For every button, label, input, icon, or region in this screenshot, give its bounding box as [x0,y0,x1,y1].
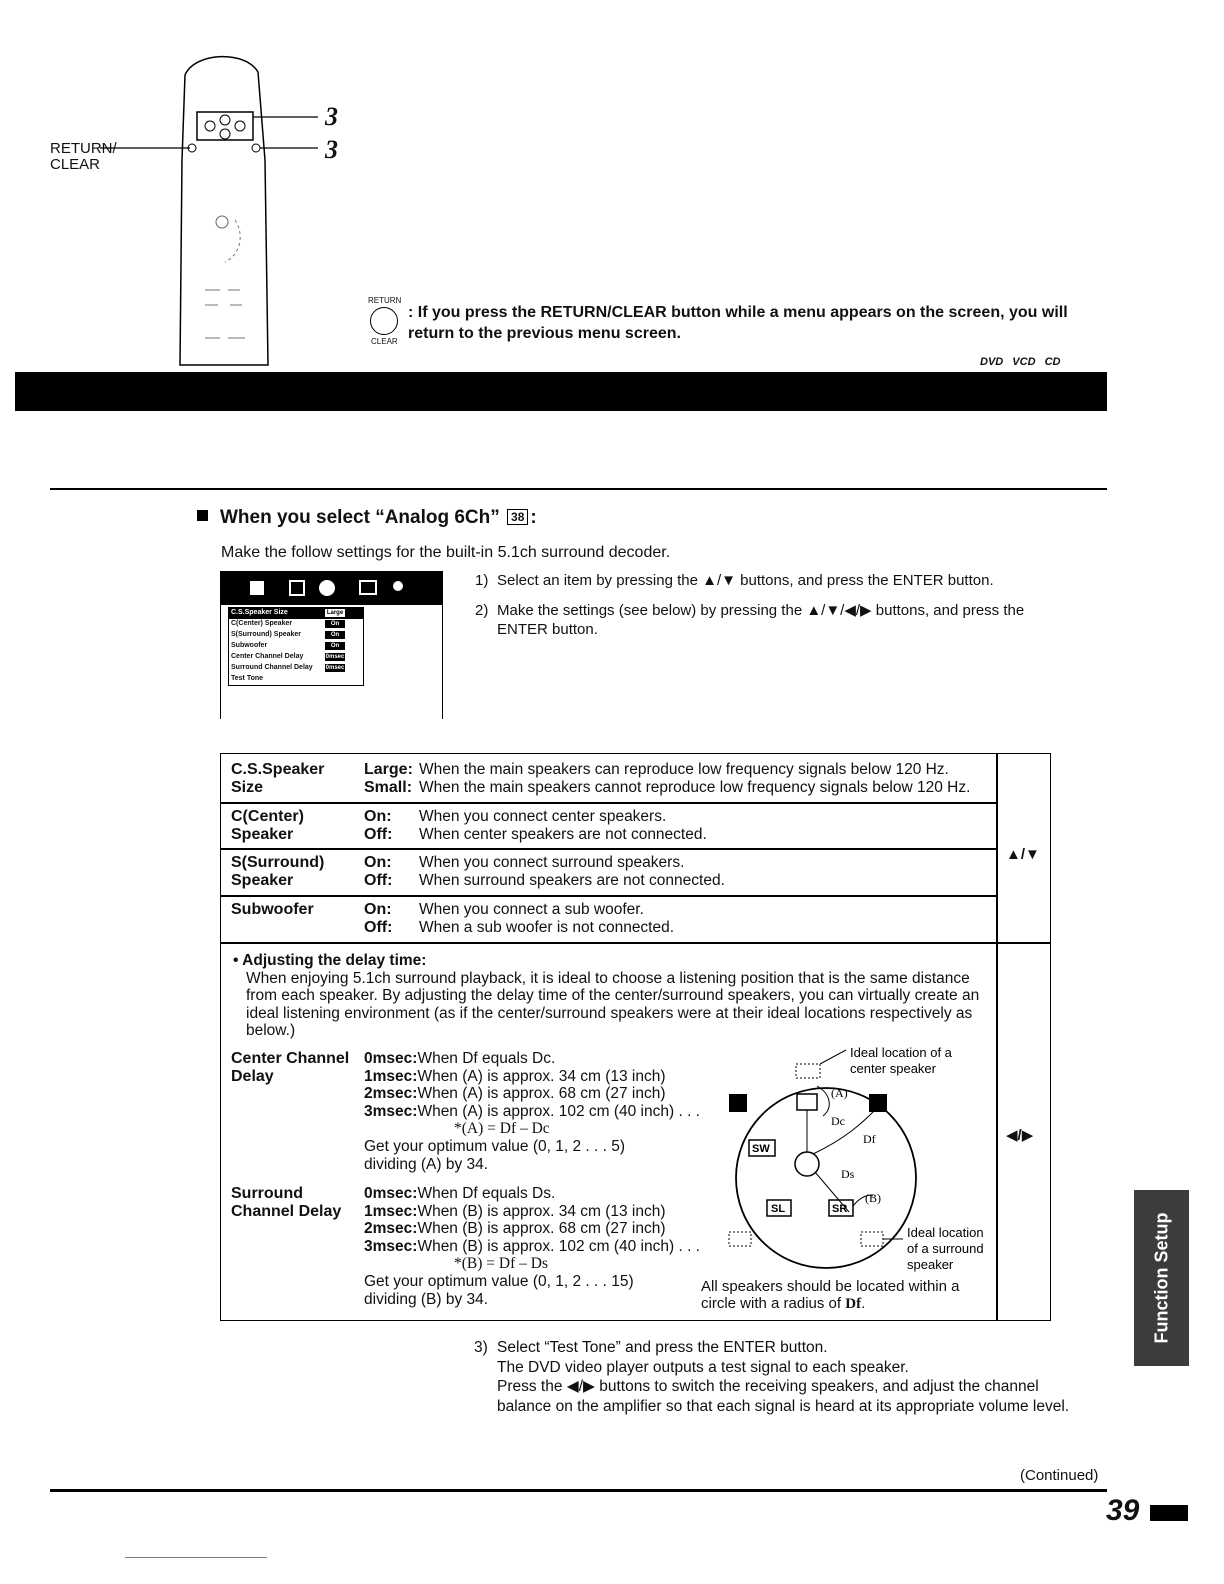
return-clear-button-icon: RETURN CLEAR [368,296,402,346]
vcd-tag: VCD [1012,356,1036,368]
section-title: When you select “Analog 6Ch” 38 : [197,507,537,529]
menu-item: S(Surround) Speaker On [229,630,363,641]
surround-channel-delay-values: 0msec:When Df equals Ds. 1msec:When (B) is approx. 34 cm (13 inch) 2msec:When (B) is approx. 68 cm (27 inch) 3msec:When (B) is approx. 102 cm (40 inch) . . . *(B) = Df – Ds Get your optimum value (0, 1, 2 . . . 15) dividing (B) by 34. [364,1185,700,1308]
menu-item: Test Tone [231,675,264,682]
footer-divider [50,1489,1107,1492]
diagram-a-label: (A) [831,1086,848,1100]
settings-table: C.S.Speaker Size Large: Small: When the main speakers can reproduce low frequency signals below 120 Hz. When the main speakers cannot reproduce low frequency signals below 120 Hz. C(Center) Speaker On: Off: When you connect center speakers. When center speakers are not connected. S(Surround) Speaker On: Off: When you connect surround speakers. When surround speakers are not connected. Subwoofer On: Off: When you connect a sub woofer. When a sub woofer is not connected. ▲/▼ ◀/▶ • Adjusting the delay time: When enjoying 5.1ch surround playback, it is ideal to choose a listening position that is the same distance from each speaker. By adjusting the delay time of the center/surround speakers, you can virtually create an ideal listening environment (as if the center/surround speakers were at their ideal locations respectively as below.) Center Channel Delay 0msec:When Df equals Dc. 1msec:When (A) is approx. 34 cm (13 inch) 2msec:When (A) is approx. 68 cm (27 inch) 3msec:When (A) is approx. 102 cm (40 inch) . . . *(A) = Df – Dc Get your optimum value (0, 1, 2 . . . 5) dividing (A) by 34. Surround Channel Delay 0msec:When Df equals Ds. 1msec:When (B) is approx. 34 cm (13 inch) 2msec:When (B) is approx. 68 cm (27 inch) 3msec:When (B) is approx. 102 cm (40 inch) . . . *(B) = Df – Ds Get your optimum value (0, 1, 2 . . . 15) dividing (B) by 34. Ideal location of a center speaker (A) Dc Df Ds (B) SW SL SR Ideal location of a surround speaker All speakers should be located within a circle with a radius of Df. [220,753,1051,1321]
page-reference: 38 [507,509,528,525]
diagram-ds-label: Ds [841,1167,855,1181]
remote-control-illustration [100,50,360,370]
menu-item: C.S.Speaker Size Large [229,608,363,619]
page-number: 39 [1106,1494,1140,1527]
step-3: 3) Select “Test Tone” and press the ENTER button. The DVD video player outputs a test signal to each speaker. Press the ◀/▶ buttons to switch the receiving speakers, and adjust the channel balance on the amplifier so that each signal is heard at its appropriate volume level. [474,1339,1070,1415]
diagram-b-label: (B) [865,1191,881,1205]
up-down-arrows-icon: ▲/▼ [1006,846,1040,863]
page-number-bar [1150,1505,1188,1521]
step-1: 1) Select an item by pressing the ▲/▼ buttons, and press the ENTER button. [475,572,994,589]
function-setup-tab: Function Setup [1134,1190,1189,1366]
diagram-caption: All speakers should be located within a circle with a radius of Df. [701,1278,960,1312]
menu-item: C(Center) Speaker On [229,619,363,630]
callout-number-top: 3 [325,102,338,131]
continued-label: (Continued) [1020,1467,1099,1484]
cd-tag: CD [1044,356,1061,368]
sr-speaker-label: SR [832,1203,848,1215]
ideal-surround-label-2: of a surround [907,1241,984,1256]
ideal-center-label-2: center speaker [850,1061,936,1076]
diagram-df-label: Df [863,1132,876,1146]
return-clear-note: : If you press the RETURN/CLEAR button while a menu appears on the screen, you will return to the previous menu screen. [408,304,1068,342]
left-right-arrows-icon: ◀/▶ [1006,1127,1034,1144]
menu-item: Surround Channel Delay 0msec [231,664,345,671]
ideal-surround-label-1: Ideal location [907,1225,984,1240]
diagram-dc-label: Dc [831,1114,845,1128]
delay-explanation: • Adjusting the delay time: When enjoying 5.1ch surround playback, it is ideal to choose a listening position that is the same distance from each speaker. By adjusting the delay time of the center/surround speakers, you can virtually create an ideal listening environment (as if the center/surround speakers were at their ideal locations respectively as below.) [233,952,980,1039]
center-channel-delay-values: 0msec:When Df equals Dc. 1msec:When (A) is approx. 34 cm (13 inch) 2msec:When (A) is approx. 68 cm (27 inch) 3msec:When (A) is approx. 102 cm (40 inch) . . . *(A) = Df – Dc Get your optimum value (0, 1, 2 . . . 5) dividing (A) by 34. [364,1050,700,1173]
menu-icon-bar [220,571,443,605]
header-black-bar [15,372,1107,411]
surround-channel-delay-label: Surround Channel Delay [231,1185,342,1220]
setup-menu-screenshot [220,571,443,719]
square-bullet-icon [197,510,208,521]
return-clear-label: RETURN/ CLEAR [50,140,117,173]
ideal-surround-label-3: speaker [907,1257,954,1272]
dvd-tag: DVD [980,356,1004,368]
intro-text: Make the follow settings for the built-in 5.1ch surround decoder. [221,544,671,561]
menu-item-list [228,607,364,686]
center-channel-delay-label: Center Channel Delay [231,1050,350,1085]
section-divider [50,488,1107,490]
menu-item: Subwoofer On [229,641,363,652]
disc-type-tags [980,356,1066,368]
ideal-center-label-1: Ideal location of a [850,1046,952,1060]
bottom-blue-line [125,1557,267,1558]
step-2: 2) Make the settings (see below) by pressing the ▲/▼/◀/▶ buttons, and press the ENTER button. [475,602,1025,638]
menu-item: Center Channel Delay 0msec [231,653,345,660]
sw-speaker-label: SW [752,1143,770,1155]
sl-speaker-label: SL [771,1203,786,1215]
callout-number-bottom: 3 [325,135,338,164]
speaker-placement-diagram [701,1046,991,1286]
